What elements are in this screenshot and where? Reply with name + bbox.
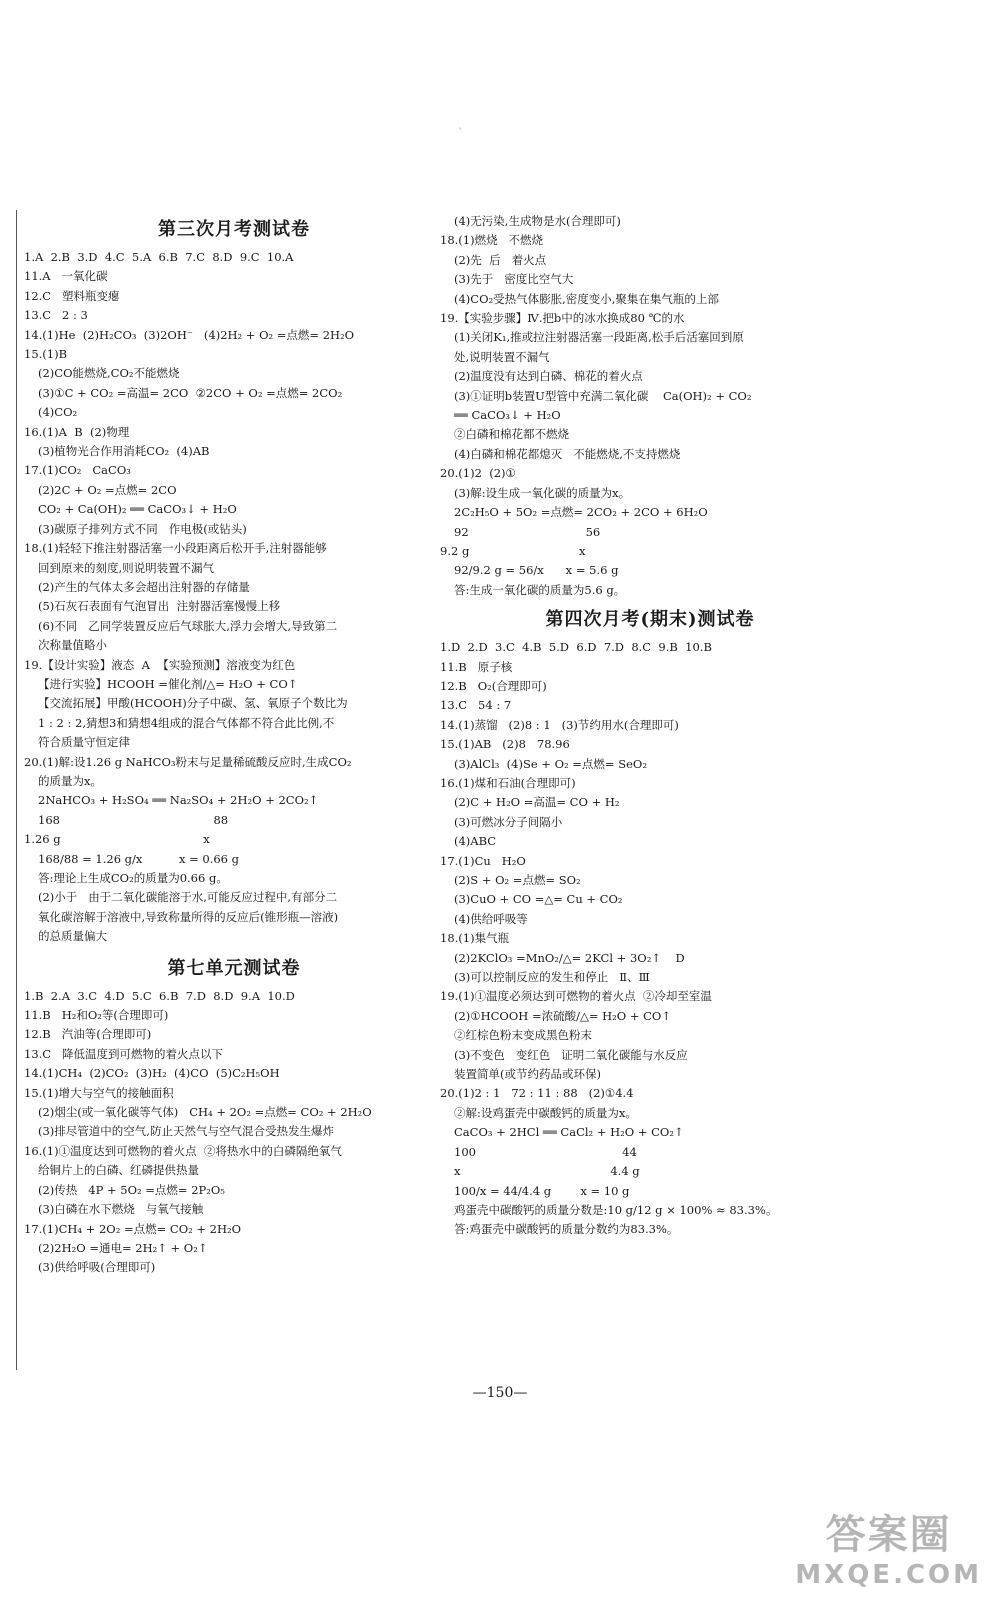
unit-seven-answers bbox=[24, 987, 444, 1278]
answer-line: (4)CO₂ bbox=[38, 405, 78, 420]
answer-line: 19.【设计实验】液态 A 【实验预测】溶液变为红色 bbox=[24, 657, 296, 672]
answer-line: (5)石灰石表面有气泡冒出 注射器活塞慢慢上移 bbox=[38, 599, 281, 614]
answer-line: (3)可以控制反应的发生和停止 Ⅱ、Ⅲ bbox=[454, 970, 650, 985]
answer-line: (4)CO₂受热气体膨胀,密度变小,聚集在集气瓶的上部 bbox=[454, 291, 719, 306]
answer-line: 1.B 2.A 3.C 4.D 5.C 6.B 7.D 8.D 9.A 10.D bbox=[24, 988, 295, 1003]
section-title-fourth-exam: 第四次月考(期末)测试卷 bbox=[545, 609, 755, 631]
answer-line: 12.B O₂(合理即可) bbox=[440, 678, 547, 693]
answer-line: 1 : 2 : 2,猜想3和猜想4组成的混合气体都不符合此比例,不 bbox=[38, 715, 335, 730]
answer-line: (3)先于 密度比空气大 bbox=[454, 272, 574, 287]
answer-line: 11.B 原子核 bbox=[440, 659, 513, 674]
answer-line: 2NaHCO₃ + H₂SO₄ ══ Na₂SO₄ + 2H₂O + 2CO₂↑ bbox=[38, 793, 319, 808]
answer-line: 16.(1)①温度达到可燃物的着火点 ②将热水中的白磷隔绝氧气 bbox=[24, 1143, 342, 1158]
answer-line: (3)AlCl₃ (4)Se + O₂ =点燃= SeO₂ bbox=[454, 756, 647, 771]
answer-line: 20.(1)2 (2)① bbox=[440, 466, 516, 481]
answer-line: 16.(1)A B (2)物理 bbox=[24, 424, 130, 439]
third-exam-continued bbox=[440, 212, 860, 600]
answer-line: 19.(1)①温度必须达到可燃物的着火点 ②冷却至室温 bbox=[440, 989, 712, 1004]
answer-line: (3)碳原子排列方式不同 作电极(或钻头) bbox=[38, 521, 247, 536]
answer-line: (3)可燃冰分子间隔小 bbox=[454, 814, 563, 829]
answer-line: (2)产生的气体太多会超出注射器的存储量 bbox=[38, 579, 250, 594]
answer-line: 的质量为x。 bbox=[38, 773, 102, 788]
answer-line: (3)不变色 变红色 证明二氧化碳能与水反应 bbox=[454, 1047, 688, 1062]
answer-line: 13.C 54 : 7 bbox=[440, 698, 512, 713]
answer-line: 鸡蛋壳中碳酸钙的质量分数是:10 g/12 g × 100% ≈ 83.3%。 bbox=[454, 1202, 778, 1217]
right-column bbox=[440, 212, 860, 1240]
answer-line: (2)CO能燃烧,CO₂不能燃烧 bbox=[38, 366, 180, 381]
answer-line: 12.B 汽油等(合理即可) bbox=[24, 1027, 152, 1042]
answer-line: (2)①HCOOH =浓硫酸/△= H₂O + CO↑ bbox=[454, 1008, 671, 1023]
answer-line: CaCO₃ + 2HCl ══ CaCl₂ + H₂O + CO₂↑ bbox=[454, 1125, 684, 1140]
answer-line: 15.(1)AB (2)8 78.96 bbox=[440, 737, 570, 752]
answer-line: 19.【实验步骤】Ⅳ.把b中的冰水换成80 ℃的水 bbox=[440, 311, 685, 326]
answer-line: 1.26 g x bbox=[24, 832, 210, 847]
answer-line: 11.A 一氧化碳 bbox=[24, 269, 108, 284]
answer-line: (2)2H₂O =通电= 2H₂↑ + O₂↑ bbox=[38, 1240, 208, 1255]
answer-line: 16.(1)煤和石油(合理即可) bbox=[440, 775, 576, 790]
answer-line: 1.A 2.B 3.D 4.C 5.A 6.B 7.C 8.D 9.C 10.A bbox=[24, 250, 294, 264]
section-title-unit-seven: 第七单元测试卷 bbox=[167, 957, 301, 979]
answer-line: (3)①证明b装置U型管中充满二氧化碳 Ca(OH)₂ + CO₂ bbox=[454, 388, 752, 403]
answer-line: 17.(1)CH₄ + 2O₂ =点燃= CO₂ + 2H₂O bbox=[24, 1221, 242, 1236]
answer-line: (2)2KClO₃ =MnO₂/△= 2KCl + 3O₂↑ D bbox=[454, 950, 685, 965]
answer-line: (3)排尽管道中的空气,防止天然气与空气混合受热发生爆炸 bbox=[38, 1124, 334, 1139]
answer-line: (3)解:设生成一氧化碳的质量为x。 bbox=[454, 485, 631, 500]
answer-line: 处,说明装置不漏气 bbox=[454, 349, 550, 364]
answer-line: (4)供给呼吸等 bbox=[454, 911, 528, 926]
answer-line: (4)白磷和棉花都熄灭 不能燃烧,不支持燃烧 bbox=[454, 446, 681, 461]
answer-line: 回到原来的刻度,则说明装置不漏气 bbox=[38, 560, 215, 575]
site-watermark-logo bbox=[795, 1503, 982, 1590]
answer-line: 15.(1)增大与空气的接触面积 bbox=[24, 1085, 174, 1100]
answer-line: 答:理论上生成CO₂的质量为0.66 g。 bbox=[38, 871, 228, 885]
answer-line: 168/88 = 1.26 g/x x = 0.66 g bbox=[38, 851, 239, 866]
answer-line: x 4.4 g bbox=[454, 1164, 640, 1179]
answer-line: ②解:设鸡蛋壳中碳酸钙的质量为x。 bbox=[454, 1105, 637, 1120]
answer-line: (2)小于 由于二氧化碳能溶于水,可能反应过程中,有部分二 bbox=[38, 890, 338, 905]
answer-line: (2)先 后 着火点 bbox=[454, 252, 547, 267]
answer-line: 次称量值略小 bbox=[38, 638, 107, 653]
fourth-exam-answers bbox=[440, 638, 860, 1240]
answer-line: (3)供给呼吸(合理即可) bbox=[38, 1260, 156, 1275]
answer-line: (2)S + O₂ =点燃= SO₂ bbox=[454, 873, 581, 887]
answer-line: 17.(1)CO₂ CaCO₃ bbox=[24, 463, 131, 478]
answer-line: (2)温度没有达到白磷、棉花的着火点 bbox=[454, 369, 643, 384]
answer-line: (2)烟尘(或一氧化碳等气体) CH₄ + 2O₂ =点燃= CO₂ + 2H₂O bbox=[38, 1105, 372, 1120]
answer-line: 100 44 bbox=[454, 1144, 637, 1159]
answer-line: (3)CuO + CO =△= Cu + CO₂ bbox=[454, 892, 623, 907]
answer-line: 9.2 g x bbox=[440, 543, 586, 558]
answer-line: 给铜片上的白磷、红磷提供热量 bbox=[38, 1163, 199, 1178]
answer-line: ②白磷和棉花都不燃烧 bbox=[454, 427, 569, 442]
answer-line: 20.(1)2 : 1 72 : 11 : 88 (2)①4.4 bbox=[440, 1086, 634, 1101]
answer-line: (2)2C + O₂ =点燃= 2CO bbox=[38, 482, 177, 497]
answer-line: 【进行实验】HCOOH =催化剂/△= H₂O + CO↑ bbox=[38, 676, 298, 691]
answer-line: ②红棕色粉末变成黑色粉末 bbox=[454, 1028, 592, 1043]
answer-line: 11.B H₂和O₂等(合理即可) bbox=[24, 1008, 169, 1023]
answer-line: (4)无污染,生成物是水(合理即可) bbox=[454, 214, 621, 228]
left-column bbox=[24, 212, 444, 1278]
answer-line: (4)ABC bbox=[454, 834, 497, 849]
answer-line: 100/x = 44/4.4 g x = 10 g bbox=[454, 1183, 630, 1198]
answer-line: 2C₂H₅O + 5O₂ =点燃= 2CO₂ + 2CO + 6H₂O bbox=[454, 505, 708, 520]
answer-line: (2)传热 4P + 5O₂ =点燃= 2P₂O₅ bbox=[38, 1182, 225, 1197]
answer-line: 17.(1)Cu H₂O bbox=[440, 853, 526, 868]
answer-line: 18.(1)集气瓶 bbox=[440, 931, 510, 946]
answer-line: (3)白磷在水下燃烧 与氧气接触 bbox=[38, 1202, 204, 1217]
answer-line: (6)不同 乙同学装置反应后气球胀大,浮力会增大,导致第二 bbox=[38, 618, 338, 633]
page-number: —150— bbox=[472, 1385, 528, 1401]
watermark-url-text: MXQE.COM bbox=[795, 1560, 982, 1590]
answer-line: (3)植物光合作用消耗CO₂ (4)AB bbox=[38, 444, 210, 459]
answer-line: (3)①C + CO₂ =高温= 2CO ②2CO + O₂ =点燃= 2CO₂ bbox=[38, 385, 343, 400]
answer-line: 20.(1)解:设1.26 g NaHCO₃粉末与足量稀硫酸反应时,生成CO₂ bbox=[24, 754, 352, 769]
answer-line: 答:鸡蛋壳中碳酸钙的质量分数约为83.3%。 bbox=[454, 1222, 679, 1237]
answer-line: (2)C + H₂O =高温= CO + H₂ bbox=[454, 795, 620, 810]
answer-line: CO₂ + Ca(OH)₂ ══ CaCO₃↓ + H₂O bbox=[38, 502, 237, 517]
answer-line: 92 56 bbox=[454, 524, 601, 539]
answer-line: 13.C 降低温度到可燃物的着火点以下 bbox=[24, 1046, 224, 1061]
answer-line: 答:生成一氧化碳的质量为5.6 g。 bbox=[454, 582, 626, 597]
answer-line: 14.(1)蒸馏 (2)8 : 1 (3)节约用水(合理即可) bbox=[440, 717, 679, 732]
answer-line: (1)关闭K₁,推或拉注射器活塞一段距离,松手后活塞回到原 bbox=[454, 330, 744, 345]
answer-line: 168 88 bbox=[38, 812, 229, 827]
answer-line: 氧化碳溶解于溶液中,导致称量所得的反应后(锥形瓶—溶液) bbox=[38, 909, 339, 924]
watermark-logo-text: 答案圈 bbox=[825, 1512, 952, 1558]
answer-line: 13.C 2 : 3 bbox=[24, 308, 88, 323]
answer-line: 15.(1)B bbox=[24, 347, 68, 362]
answer-line: 符合质量守恒定律 bbox=[38, 735, 130, 750]
third-exam-answers bbox=[24, 248, 444, 947]
answer-line: 92/9.2 g = 56/x x = 5.6 g bbox=[454, 563, 619, 578]
answer-line: 18.(1)轻轻下推注射器活塞一小段距离后松开手,注射器能够 bbox=[24, 541, 327, 556]
answer-line: 装置简单(或节约药品或环保) bbox=[454, 1067, 601, 1082]
answer-line: 14.(1)He (2)H₂CO₃ (3)2OH⁻ (4)2H₂ + O₂ =点燃= 2H₂O bbox=[24, 327, 355, 342]
answer-line: 14.(1)CH₄ (2)CO₂ (3)H₂ (4)CO (5)C₂H₅OH bbox=[24, 1066, 280, 1081]
answer-line: 的总质量偏大 bbox=[38, 929, 107, 944]
answer-line: 1.D 2.D 3.C 4.B 5.D 6.D 7.D 8.C 9.B 10.B bbox=[440, 640, 712, 655]
answer-line: 12.C 塑料瓶变瘪 bbox=[24, 288, 120, 303]
answer-line: 18.(1)燃烧 不燃烧 bbox=[440, 233, 544, 248]
left-margin-rule bbox=[16, 210, 17, 1370]
answer-line: 【交流拓展】甲酸(HCOOH)分子中碳、氢、氧原子个数比为 bbox=[38, 696, 348, 711]
scan-mark: ` bbox=[458, 128, 463, 139]
answer-line: ══ CaCO₃↓ + H₂O bbox=[454, 408, 561, 423]
section-title-third-exam: 第三次月考测试卷 bbox=[158, 219, 310, 240]
